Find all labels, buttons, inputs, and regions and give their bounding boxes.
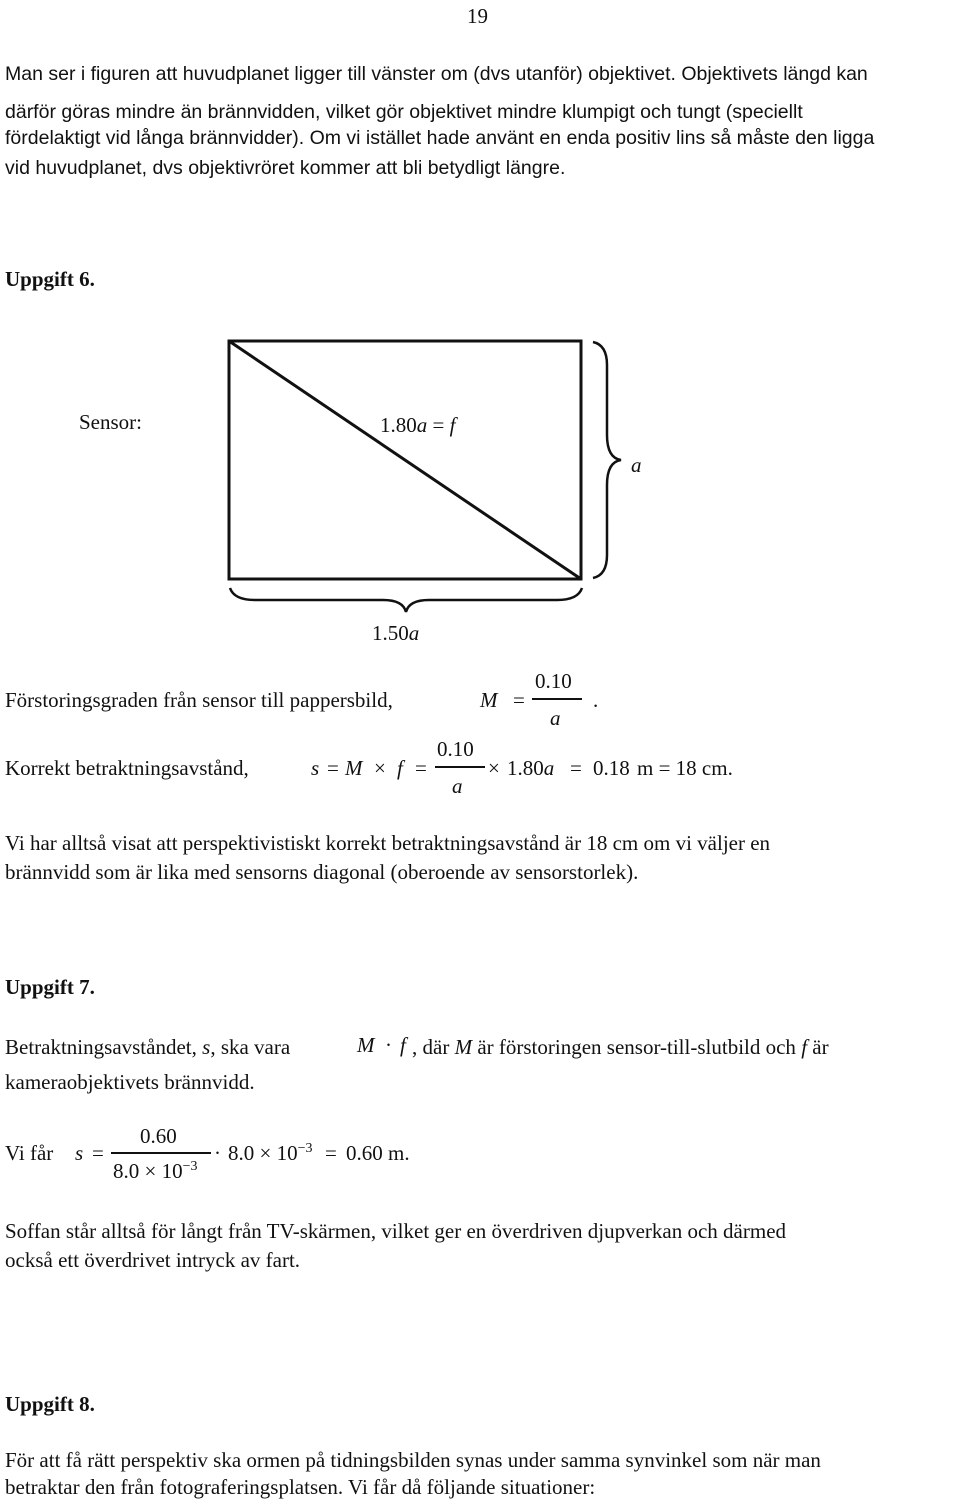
eq1-fraction-bar: [532, 698, 582, 700]
task7-dot: ·: [385, 1033, 392, 1057]
calc-equals: =: [92, 1141, 104, 1165]
task6-heading: Uppgift 6.: [5, 267, 95, 291]
eq2-equals-3: =: [570, 756, 582, 780]
calc-denominator: $8.0 \times 10^{-3}$: [113, 1159, 198, 1183]
calc-equals-2: =: [325, 1141, 337, 1165]
eq2-equals-2: =: [415, 756, 427, 780]
eq2-product: 1.80a: [507, 756, 555, 780]
magnification-label: Förstoringsgraden från sensor till pappersbild,: [5, 688, 393, 712]
eq2-times: ×: [374, 756, 386, 780]
bottom-brace: [230, 588, 582, 612]
width-label: 1.50a: [372, 621, 420, 645]
sensor-label: Sensor:: [79, 410, 142, 434]
eq2-denominator: a: [452, 774, 463, 798]
eq1-numerator: 0.10: [535, 669, 572, 693]
height-label: a: [631, 453, 642, 477]
viewing-distance-label: Korrekt betraktningsavstånd,: [5, 756, 249, 780]
task7-line2: kameraobjektivets brännvidd.: [5, 1070, 255, 1094]
eq2-units: m = 18 cm.: [637, 756, 733, 780]
task7-f: f: [400, 1033, 406, 1057]
task8-line: betraktar den från fotograferingsplatsen. Vi får då följande situationer:: [5, 1475, 596, 1499]
sensor-diagonal: [229, 341, 581, 579]
task7-M: M: [357, 1033, 375, 1057]
intro-line: vid huvudplanet, dvs objektivröret kommer att bli betydligt längre.: [5, 157, 566, 179]
eq2-M: M: [345, 756, 363, 780]
eq2-f: f: [397, 756, 403, 780]
eq2-numerator: 0.10: [437, 737, 474, 761]
eq1-period: .: [593, 688, 599, 712]
task7-heading: Uppgift 7.: [5, 975, 95, 999]
task6-conclusion-line: Vi har alltså visat att perspektivistiskt korrekt betraktningsavstånd är 18 cm om vi väljer en: [5, 831, 771, 855]
calc-lead: Vi får: [5, 1141, 54, 1165]
eq2-times-2: ×: [488, 756, 500, 780]
calc-dot: ·: [214, 1141, 221, 1165]
intro-line: Man ser i figuren att huvudplanet ligger till vänster om (dvs utanför) objektivet. Objektivets längd kan: [5, 63, 868, 85]
calc-numerator: 0.60: [140, 1124, 177, 1148]
diagonal-label: 1.80a = f: [380, 413, 456, 437]
eq1-M: M: [480, 688, 498, 712]
calc-result: 0.60 m.: [346, 1141, 410, 1165]
right-brace: [593, 342, 621, 578]
eq1-denominator: a: [550, 706, 561, 730]
calc-multiplier: $8.0 \times 10^{-3}$: [228, 1141, 313, 1165]
task7-conclusion-line: Soffan står alltså för långt från TV-skärmen, vilket ger en överdriven djupverkan och därmed: [5, 1219, 787, 1243]
intro-line: fördelaktigt vid långa brännvidder). Om vi istället hade använt en enda positiv lins så måste den ligga: [5, 127, 875, 149]
eq2-result: 0.18: [593, 756, 630, 780]
task7-line1-start: Betraktningsavståndet, s, ska vara: [5, 1035, 291, 1059]
intro-line: därför göras mindre än brännvidden, vilket gör objektivet mindre klumpigt och tungt (speciellt: [5, 101, 803, 123]
calc-fraction-bar: [111, 1152, 211, 1154]
task7-line1-end: , där M är förstoringen sensor-till-slutbild och f är: [412, 1035, 829, 1059]
calc-s: s: [75, 1141, 84, 1165]
eq2-equals: =: [327, 756, 339, 780]
task6-conclusion-line: brännvidd som är lika med sensorns diagonal (oberoende av sensorstorlek).: [5, 860, 639, 884]
eq1-equals: =: [513, 688, 525, 712]
eq2-fraction-bar: [435, 766, 485, 768]
page-number: 19: [467, 4, 488, 28]
task8-line: För att få rätt perspektiv ska ormen på tidningsbilden synas under samma synvinkel som när man: [5, 1448, 821, 1472]
eq2-s: s: [311, 756, 320, 780]
task8-heading: Uppgift 8.: [5, 1392, 95, 1416]
task7-conclusion-line: också ett överdrivet intryck av fart.: [5, 1248, 301, 1272]
